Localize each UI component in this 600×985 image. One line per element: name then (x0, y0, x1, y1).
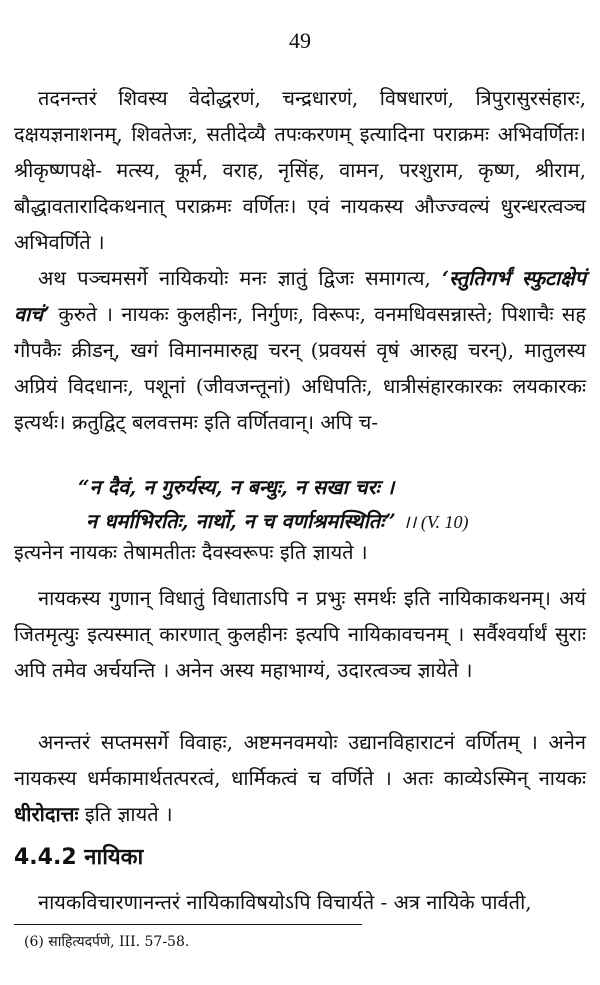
paragraph-nayaka-divine: इत्यनेन नायकः तेषामतीतः दैवस्वरूपः इति ज्ञायते । (14, 540, 368, 564)
paragraph-seventh-canto-text-start: अनन्तरं सप्तमसर्गे विवाहः, अष्टमनवमयोः उद्यानविहाराटनं वर्णितम् । अनेन नायकस्य धर्मकामार्थतत्परत्वं, धार्मिकत्वं च वर्णिते । अतः काव्येऽस्मिन् नायकः (14, 730, 586, 790)
paragraph-fifth-canto-quote: ‘स्तुतिगर्भं स्फुटाक्षेपं वाचं’ (14, 266, 586, 326)
paragraph-shiva-exploits: तदनन्तरं शिवस्य वेदोद्धरणं, चन्द्रधारणं, विषधारणं, त्रिपुरासुरसंहारः, दक्षयज्ञनाशनम्, शिवतेजः, सतीदेव्यै तपःकरणम् इत्यादिना पराक्रमः अभिवर्णितः। श्रीकृष्णपक्षे- मत्स्य, कूर्म, वराह, नृसिंह, वामन, परशुराम, कृष्ण, श्रीराम, बौद्धावतारादिकथनात् पराक्रमः वर्णितः। एवं नायकस्य औज्ज्वल्यं धुरन्धरत्वञ्च अभिवर्णिते । (14, 86, 586, 254)
section-heading: 4.4.2 नायिका (14, 845, 144, 870)
footnote-divider (14, 924, 362, 925)
paragraph-fifth-canto-text-start: अथ पञ्चमसर्गे नायिकयोः मनः ज्ञातुं द्विजः समागत्य, (38, 266, 442, 290)
verse-line-1: “न दैवं, न गुरुर्यस्य, न बन्धुः, न सखा चरः । (78, 475, 395, 499)
paragraph-fifth-canto (14, 260, 586, 440)
book-page (14, 18, 586, 973)
verse-line-2-text: न धर्माभिरतिः, नार्थो, न च वर्णाश्रमस्थितिः” (86, 509, 396, 533)
page-number: 49 (289, 28, 311, 53)
paragraph-seventh-canto (14, 724, 586, 832)
dhirodatta-term: धीरोदात्तः (14, 802, 79, 826)
paragraph-fifth-canto-text-end: कुरुते । नायकः कुलहीनः, निर्गुणः, विरूपः, वनमधिवसन्नास्ते; पिशाचैः सह गौपकैः क्रीडन्, खगं विमानमारुह्य चरन् (प्रवयसं वृषं आरुह्य चरन्), मातुलस्य अप्रियं विदधानः, पशूनां (जीवजन्तूनां) अधिपतिः, धात्रीसंहारकारकः लयकारकः इत्यर्थः। क्रतुद्विट् बलवत्तमः इति वर्णितवान्। अपि च- (14, 302, 586, 434)
verse-reference: ।। (V. 10) (402, 512, 469, 532)
paragraph-nayika-intro: नायकविचारणानन्तरं नायिकाविषयोऽपि विचार्यते - अत्र नायिके पार्वती, (38, 890, 532, 914)
paragraph-nayika-statement: नायकस्य गुणान् विधातुं विधाताऽपि न प्रभुः समर्थः इति नायिकाकथनम्। अयं जितमृत्युः इत्यस्मात् कारणात् कुलहीनः इत्यपि नायिकावचनम् । सर्वैश्वर्यार्थं सुराः अपि तमेव अर्चयन्ति । अनेन अस्य महाभाग्यं, उदारत्वञ्च ज्ञायेते । (14, 586, 586, 682)
verse-block (78, 470, 578, 539)
paragraph-seventh-canto-text-end: इति ज्ञायते । (78, 802, 173, 826)
footnote: (6) साहित्यदर्पणे, III. 57-58. (24, 934, 190, 950)
